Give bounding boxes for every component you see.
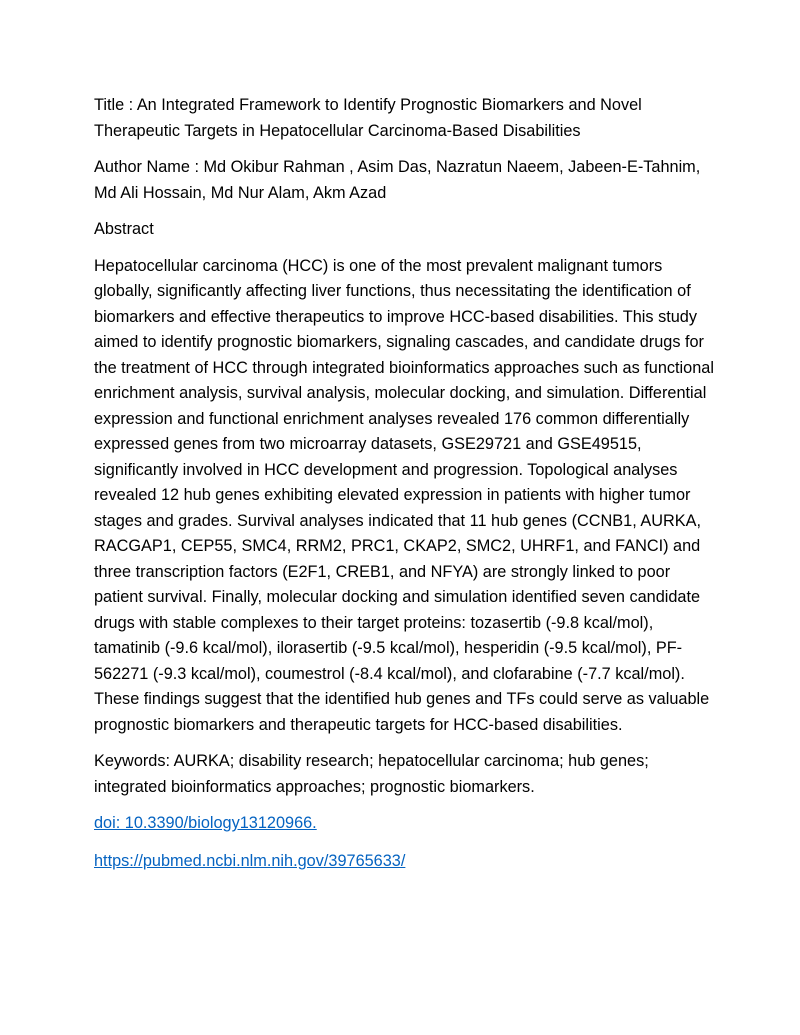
pubmed-paragraph xyxy=(94,849,714,875)
paper-title: Title : An Integrated Framework to Identify Prognostic Biomarkers and Novel Therapeutic Targets in Hepatocellular Carcinoma-Based Disabilities xyxy=(94,96,642,140)
pubmed-link[interactable]: https://pubmed.ncbi.nlm.nih.gov/39765633/ xyxy=(94,851,406,870)
keywords: Keywords: AURKA; disability research; hepatocellular carcinoma; hub genes; integrated bioinformatics approaches; prognostic biomarkers. xyxy=(94,752,649,796)
page-content xyxy=(94,93,714,886)
doi-link[interactable]: doi: 10.3390/biology13120966. xyxy=(94,814,317,832)
abstract-body: Hepatocellular carcinoma (HCC) is one of the most prevalent malignant tumors globally, significantly affecting liver functions, thus necessitating the identification of biomarkers and effective therapeutics to improve HCC-based disabilities. This study aimed to identify prognostic biomarkers, signaling cascades, and candidate drugs for the treatment of HCC through integrated bioinformatics approaches such as functional enrichment analysis, survival analysis, molecular docking, and simulation. Differential expression and functional enrichment analyses revealed 176 common differentially expressed genes from two microarray datasets, GSE29721 and GSE49515, significantly involved in HCC development and progression. Topological analyses revealed 12 hub genes exhibiting elevated expression in patients with higher tumor stages and grades. Survival analyses indicated that 11 hub genes (CCNB1, AURKA, RACGAP1, CEP55, SMC4, RRM2, PRC1, CKAP2, SMC2, UHRF1, and FANCI) and three transcription factors (E2F1, CREB1, and NFYA) are strongly linked to poor patient survival. Finally, molecular docking and simulation identified seven candidate drugs with stable complexes to their target proteins: tozasertib (-9.8 kcal/mol), tamatinib (-9.6 kcal/mol), ilorasertib (-9.5 kcal/mol), hesperidin (-9.5 kcal/mol), PF-562271 (-9.3 kcal/mol), coumestrol (-8.4 kcal/mol), and clofarabine (-7.7 kcal/mol). These findings suggest that the identified hub genes and TFs could serve as valuable prognostic biomarkers and therapeutic targets for HCC-based disabilities. xyxy=(94,256,714,734)
doi-paragraph xyxy=(94,811,714,837)
author-list: Author Name : Md Okibur Rahman , Asim Das, Nazratun Naeem, Jabeen-E-Tahnim, Md Ali Hossain, Md Nur Alam, Akm Azad xyxy=(94,158,701,202)
abstract-heading: Abstract xyxy=(94,220,154,238)
